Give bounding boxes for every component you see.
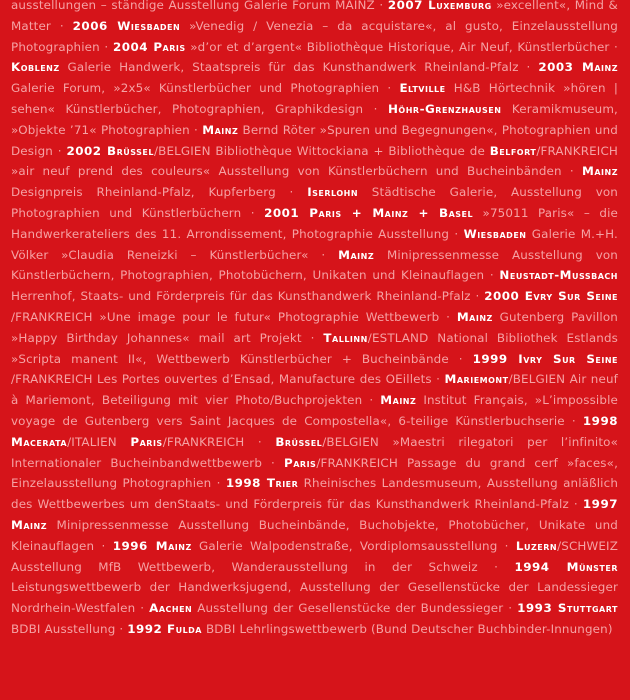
exhibition-description-text: /BELGIEN »Maestri rilegatori per l’infinito« Internationaler Bucheinbandwettbewerb · bbox=[11, 434, 619, 470]
exhibition-description-text: /FRANKREICH Passage du grand cerf »faces«, Einzelausstellung Photographien · bbox=[11, 455, 618, 491]
exhibition-description-text: /FRANKREICH »Une image pour le futur« Photographie Wettbewerb · bbox=[11, 309, 457, 324]
exhibition-place-label: Brüssel bbox=[275, 434, 323, 449]
exhibition-description-text: BDBI Lehrlingswettbewerb (Bund Deutscher Buchbinder-Innungen) bbox=[202, 621, 613, 636]
exhibition-place-label: 1993 Stuttgart bbox=[517, 601, 619, 616]
exhibition-place-label: 1998 Macerata bbox=[11, 413, 618, 449]
exhibition-place-label: Iserlohn bbox=[307, 185, 359, 200]
exhibition-place-label: 2003 Mainz bbox=[538, 60, 618, 75]
exhibition-description-text: Keramikmuseum, »Objekte ’71« Photographien · bbox=[11, 101, 618, 137]
exhibition-description-text: »excellent«, Mind & Matter · bbox=[11, 0, 618, 33]
exhibition-description-text: »75011 Paris« – die Handwerkerateliers des 11. Arrondissement, Photographie Ausstellung · bbox=[11, 205, 618, 241]
exhibition-place-label: Wiesbaden bbox=[463, 226, 527, 241]
exhibition-place-label: Mainz bbox=[582, 164, 618, 179]
exhibition-description-text: /BELGIEN Air neuf à Mariemont, Beteiligung mit vier Photo/Buchprojekten · bbox=[11, 372, 618, 408]
exhibition-place-label: Mainz bbox=[380, 393, 417, 408]
exhibition-description-text: Institut Français, »L’impossible voyage de Gutenberg vers Saint Jacques de Compostella«, 6-teilige Künstlerbuchserie · bbox=[11, 393, 618, 428]
exhibition-place-label: Aachen bbox=[149, 601, 193, 616]
exhibition-description-text: Galerie M.+H. Völker »Claudia Reneizki – Künstlerbücher« · bbox=[11, 226, 618, 262]
exhibition-place-label: 2006 Wiesbaden bbox=[72, 18, 181, 33]
exhibition-place-label: Mariemont bbox=[444, 372, 509, 387]
exhibition-description-text: /ESTLAND National Bibliothek Estlands »Scripta manent II«, Wettbewerb Künstlerbücher + Bucheinbände · bbox=[11, 330, 618, 366]
exhibition-description-text: »d’or et d’argent« Bibliothèque Historique, Air Neuf, Künstlerbücher · bbox=[185, 39, 618, 54]
exhibition-place-label: Koblenz bbox=[11, 60, 60, 75]
exhibition-place-label: 2001 Paris + Mainz + Basel bbox=[264, 205, 474, 220]
exhibition-place-label: 1994 Münster bbox=[514, 559, 618, 574]
exhibition-description-text: BDBI Ausstellung · bbox=[11, 621, 128, 636]
exhibition-place-label: Tallinn bbox=[323, 330, 368, 345]
exhibition-description-text: Minipressenmesse Ausstellung Bucheinbände, Buchobjekte, Photobücher, Unikate und Kleinauflagen · bbox=[11, 517, 618, 553]
exhibition-description-text: /FRANKREICH · bbox=[162, 434, 276, 449]
exhibition-place-label: Mainz bbox=[338, 247, 375, 262]
exhibition-description-text: Designpreis Rheinland-Pfalz, Kupferberg · bbox=[11, 185, 308, 200]
exhibition-description-text: H&B Hörtechnik »hören | sehen« Künstlerbücher, Photographien, Graphikdesign · bbox=[11, 81, 619, 116]
exhibition-description-text: Städtische Galerie, Ausstellung von Photographien und Künstlerbüchern · bbox=[11, 185, 618, 220]
exhibition-description-text: Ausstellung der Gesellenstücke der Bundessieger · bbox=[192, 601, 518, 616]
exhibition-place-label: Eltville bbox=[399, 81, 446, 96]
exhibition-description-text: /FRANKREICH »air neuf prend des couleurs« Ausstellung von Künstlerbüchern und Bucheinbänden · bbox=[11, 143, 618, 179]
exhibition-description-text: Leistungswettbewerb der Handwerksjugend, Ausstellung der Gesellenstücke der Landessieger Nordrhein-Westfalen · bbox=[11, 580, 618, 616]
exhibition-description-text: Herrenhof, Staats- und Förderpreis für das Kunsthandwerk Rheinland-Pfalz · bbox=[11, 289, 485, 304]
exhibition-description-text: ausstellungen – ständige Ausstellung Galerie Forum MAINZ · bbox=[11, 0, 388, 12]
exhibition-place-label: Höhr-Grenzhausen bbox=[387, 101, 502, 116]
exhibition-description-text: Galerie Forum, »2x5« Künstlerbücher und Photographien · bbox=[11, 81, 400, 96]
exhibition-description-text: »Venedig / Venezia – da acquistare«, al gusto, Einzelausstellung Photographien · bbox=[11, 18, 618, 54]
exhibition-place-label: Paris bbox=[130, 434, 163, 449]
exhibition-place-label: Belfort bbox=[489, 143, 537, 158]
exhibition-place-label: Luzern bbox=[515, 538, 558, 553]
exhibition-place-label: 2007 Luxemburg bbox=[387, 0, 492, 12]
exhibition-place-label: Mainz bbox=[202, 122, 239, 137]
exhibition-place-label: 2004 Paris bbox=[112, 39, 186, 54]
exhibition-description-text: Galerie Handwerk, Staatspreis für das Kunsthandwerk Rheinland-Pfalz · bbox=[59, 60, 539, 75]
exhibition-place-label: 1997 Mainz bbox=[11, 497, 618, 532]
exhibition-place-label: 2002 Brüssel bbox=[66, 143, 154, 158]
exhibition-description-text: /ITALIEN bbox=[67, 434, 131, 449]
exhibition-description-text: /SCHWEIZ Ausstellung MfB Wettbewerb, Wanderausstellung in der Schweiz · bbox=[11, 538, 619, 574]
exhibition-description-text: Bernd Röter »Spuren und Begegnungen«, Photographien und Design · bbox=[11, 122, 618, 158]
exhibition-history-text bbox=[11, 0, 618, 640]
exhibition-place-label: 1992 Fulda bbox=[127, 621, 203, 636]
exhibition-place-label: Paris bbox=[284, 455, 317, 470]
exhibition-place-label: 1999 Ivry Sur Seine bbox=[472, 351, 618, 366]
exhibition-place-label: Neustadt-Mussbach bbox=[499, 268, 618, 283]
exhibition-description-text: Minipressenmesse Ausstellung von Künstlerbüchern, Photographien, Photobüchern, Unikaten und Kleinauflagen · bbox=[11, 247, 618, 283]
exhibition-place-label: 1998 Trier bbox=[225, 476, 299, 491]
exhibition-description-text: Gutenberg Pavillon »Happy Birthday Johannes« mail art Projekt · bbox=[11, 309, 618, 345]
exhibition-description-text: /BELGIEN Bibliothèque Wittockiana + Bibliothèque de bbox=[154, 143, 490, 158]
exhibition-place-label: Mainz bbox=[456, 309, 493, 324]
exhibition-description-text: Galerie Walpodenstraße, Vordiplomsausstellung · bbox=[191, 538, 516, 553]
exhibition-place-label: 1996 Mainz bbox=[112, 538, 192, 553]
exhibition-place-label: 2000 Evry Sur Seine bbox=[484, 289, 618, 304]
exhibition-description-text: Rheinisches Landesmuseum, Ausstellung anläßlich des Wettbewerbes um denStaats- und Förderpreis für das Kunsthandwerk Rheinland-Pfalz · bbox=[11, 476, 619, 512]
exhibition-description-text: /FRANKREICH Les Portes ouvertes d’Ensad, Manufacture des OEillets · bbox=[11, 372, 445, 387]
